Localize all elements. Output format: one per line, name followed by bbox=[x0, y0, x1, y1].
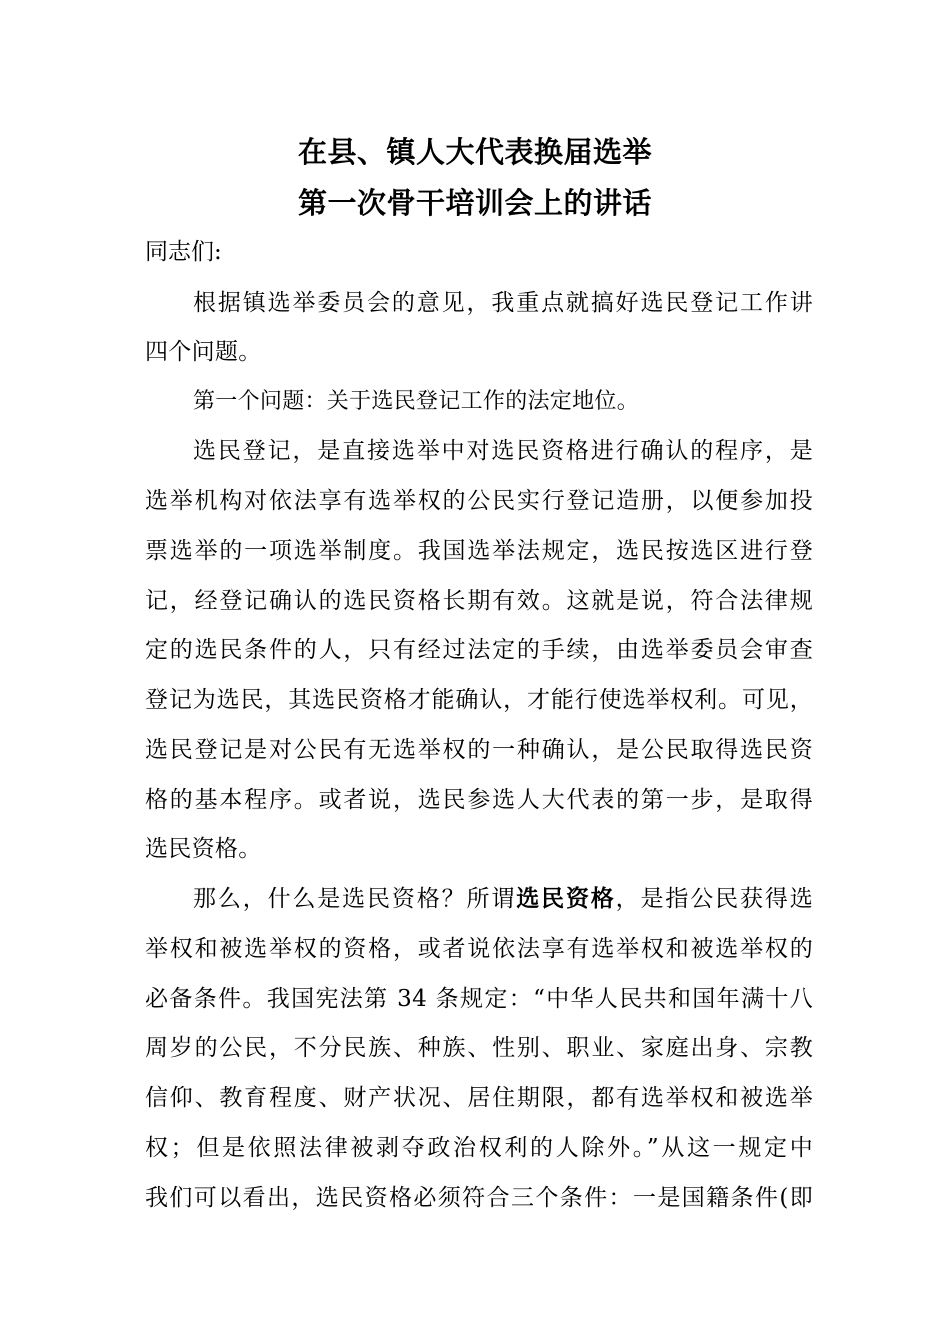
paragraph-line: 格的基本程序。或者说，选民参选人大代表的第一步，是取得 bbox=[145, 787, 813, 813]
paragraph-line: 登记为选民，其选民资格才能确认，才能行使选举权利。可见， bbox=[145, 687, 813, 713]
greeting: 同志们: bbox=[145, 239, 222, 265]
paragraph-line: 选举机构对依法享有选举权的公民实行登记造册，以便参加投 bbox=[145, 488, 813, 514]
intro-line: 四个问题。 bbox=[145, 339, 262, 365]
paragraph-line bbox=[193, 881, 813, 917]
paragraph-line: 定的选民条件的人，只有经过法定的手续，由选举委员会审查 bbox=[145, 637, 813, 663]
paragraph-line: 信仰、教育程度、财产状况、居住期限，都有选举权和被选举 bbox=[145, 1085, 813, 1111]
emphasized-term: 选民资格 bbox=[516, 886, 616, 912]
paragraph-text: ，是指公民获得选 bbox=[615, 886, 814, 912]
paragraph-line: 我们可以看出，选民资格必须符合三个条件：一是国籍条件(即 bbox=[145, 1185, 813, 1211]
section-heading: 第一个问题：关于选民登记工作的法定地位。 bbox=[193, 389, 640, 414]
intro-line: 根据镇选举委员会的意见，我重点就搞好选民登记工作讲 bbox=[193, 290, 813, 316]
paragraph-line: 票选举的一项选举制度。我国选举法规定，选民按选区进行登 bbox=[145, 538, 813, 564]
paragraph-line: 举权和被选举权的资格，或者说依法享有选举权和被选举权的 bbox=[145, 936, 813, 962]
paragraph-line: 选民登记，是直接选举中对选民资格进行确认的程序，是 bbox=[193, 438, 813, 464]
paragraph-line: 必备条件。我国宪法第 34 条规定：“中华人民共和国年满十八 bbox=[145, 986, 813, 1012]
speech-title-line-1: 在县、镇人大代表换届选举 bbox=[297, 135, 652, 169]
paragraph-line: 选民登记是对公民有无选举权的一种确认，是公民取得选民资 bbox=[145, 737, 813, 763]
paragraph-line: 记，经登记确认的选民资格长期有效。这就是说，符合法律规 bbox=[145, 588, 813, 614]
speech-title-line-2: 第一次骨干培训会上的讲话 bbox=[297, 186, 652, 220]
paragraph-line: 周岁的公民，不分民族、种族、性别、职业、家庭出身、宗教 bbox=[145, 1035, 813, 1061]
paragraph-text: 那么，什么是选民资格？所谓 bbox=[193, 886, 517, 912]
paragraph-line: 权；但是依照法律被剥夺政治权利的人除外。”从这一规定中 bbox=[145, 1135, 813, 1161]
paragraph-line: 选民资格。 bbox=[145, 836, 262, 862]
